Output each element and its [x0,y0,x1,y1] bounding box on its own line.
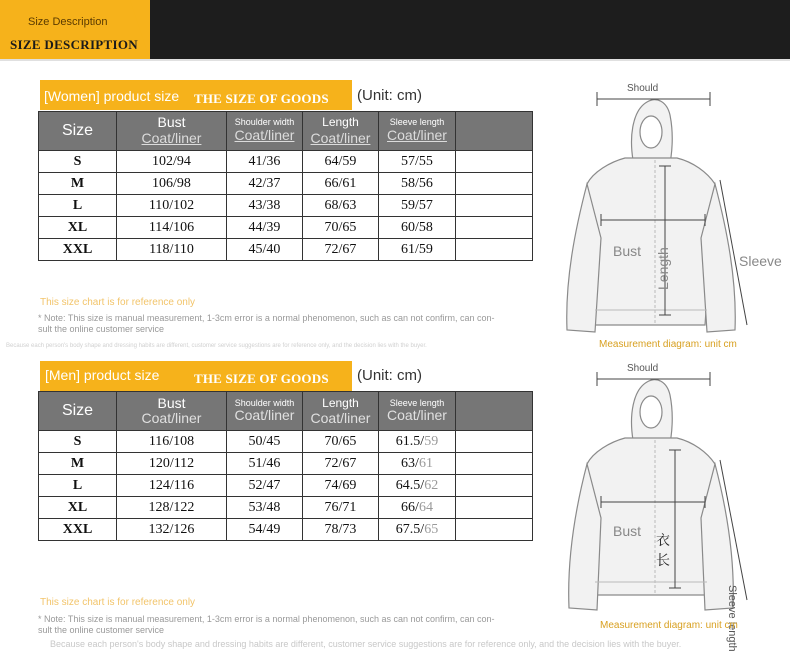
cell-shoulder: 41/36 [227,151,303,173]
table-header-row [39,392,533,431]
cell-empty [456,195,533,217]
women-note-line-2: sult the online customer service [38,324,165,334]
cell-bust: 128/122 [117,497,227,519]
header-length [303,112,379,151]
header-bust [117,112,227,151]
cell-sleeve-coat: 67.5/ [395,521,425,537]
header-subtitle: Size Description [28,16,108,28]
cell-bust: 118/110 [117,239,227,261]
men-section-tab-title: THE SIZE OF GOODS [194,371,329,386]
cell-bust: 120/112 [117,453,227,475]
men-note-line-1: * Note: This size is manual measurement, 1-3cm error is a normal phenomenon, such as can not confirm, can con- [38,614,495,624]
header-size-label: Size [61,122,94,139]
cell-length: 74/69 [303,475,379,497]
cell-size: S [39,431,117,453]
cell-shoulder: 54/49 [227,519,303,541]
cell-sleeve-liner: 65 [424,521,439,537]
table-row [39,453,533,475]
men-unit: (Unit: cm) [357,367,422,384]
women-unit: (Unit: cm) [357,87,422,104]
table-header-row [39,112,533,151]
cell-sleeve-liner: 61 [418,455,433,471]
header-shoulder [227,112,303,151]
women-diagram-caption: Measurement diagram: unit cm [599,339,737,350]
header-length-label: Length [322,115,359,129]
men-section-label: [Men] product size [45,367,160,383]
header-shoulder-sub: Coat/liner [234,127,295,143]
header-length-label: Length [322,396,359,410]
cell-size: XXL [39,519,117,541]
men-diagram-shoulder: Should [627,363,659,374]
cell-length: 72/67 [303,239,379,261]
cell-length: 76/71 [303,497,379,519]
table-row [39,173,533,195]
cell-size: XXL [39,239,117,261]
header-length-sub: Coat/liner [310,130,371,146]
header-divider [0,59,790,61]
cell-length: 64/59 [303,151,379,173]
cell-empty [456,475,533,497]
header-bust-sub: Coat/liner [141,410,202,426]
cell-bust: 110/102 [117,195,227,217]
men-jacket-diagram [555,360,790,620]
women-diagram-length: Length [655,247,671,290]
women-jacket-diagram [555,80,790,350]
women-reference-note: This size chart is for reference only [40,297,196,308]
table-row [39,431,533,453]
header-sleeve-label: Sleeve length [389,117,445,127]
men-diagram-caption: Measurement diagram: unit cm [600,620,738,631]
cell-sleeve-coat: 64.5/ [395,477,425,493]
cell-shoulder: 50/45 [227,431,303,453]
table-row [39,151,533,173]
table-row [39,195,533,217]
table-row [39,217,533,239]
cell-size: S [39,151,117,173]
cell-sleeve-coat: 63/ [401,455,419,471]
women-section-label: [Women] product size [44,88,180,104]
cell-length: 70/65 [303,217,379,239]
cell-shoulder: 42/37 [227,173,303,195]
cell-bust: 124/116 [117,475,227,497]
cell-size: M [39,453,117,475]
header-shoulder-label: Shoulder width [234,117,295,127]
cell-sleeve: 61/59 [379,239,456,261]
header-title: SIZE DESCRIPTION [10,37,138,52]
header-size-label: Size [61,402,94,419]
header-size [39,112,117,151]
cell-sleeve: 59/57 [379,195,456,217]
cell-sleeve-coat: 66/ [401,499,419,515]
header-sleeve-sub: Coat/liner [387,407,447,423]
cell-shoulder: 45/40 [227,239,303,261]
header-sleeve-sub: Coat/liner [387,127,447,143]
women-diagram-shoulder: Should [627,83,659,94]
header-bust-label: Bust [157,114,186,130]
header-length [303,392,379,431]
cell-sleeve [379,453,456,475]
cell-sleeve: 60/58 [379,217,456,239]
men-size-table [38,391,533,541]
table-row [39,475,533,497]
header-length-sub: Coat/liner [310,410,371,426]
men-diagram-length: 衣长 [656,532,670,568]
cell-sleeve-liner: 64 [418,499,433,515]
cell-bust: 132/126 [117,519,227,541]
cell-sleeve [379,431,456,453]
cell-length: 66/61 [303,173,379,195]
cell-sleeve-liner: 62 [424,477,439,493]
cell-bust: 114/106 [117,217,227,239]
women-diagram-sleeve: Sleeve [739,253,782,269]
header-sleeve [379,392,456,431]
cell-bust: 102/94 [117,151,227,173]
cell-sleeve [379,519,456,541]
cell-size: M [39,173,117,195]
cell-empty [456,151,533,173]
header-shoulder-sub: Coat/liner [234,407,295,423]
cell-shoulder: 44/39 [227,217,303,239]
cell-sleeve-coat: 61.5/ [395,433,425,449]
cell-length: 72/67 [303,453,379,475]
header-bar [150,0,790,60]
women-note-line-1: * Note: This size is manual measurement, 1-3cm error is a normal phenomenon, such as can not confirm, can con- [38,313,495,323]
header-bust [117,392,227,431]
cell-length: 78/73 [303,519,379,541]
men-diagram-bust: Bust [613,523,642,539]
women-section-tab-title: THE SIZE OF GOODS [194,91,329,106]
cell-bust: 116/108 [117,431,227,453]
cell-size: L [39,475,117,497]
cell-shoulder: 52/47 [227,475,303,497]
cell-shoulder: 53/48 [227,497,303,519]
men-reference-note: This size chart is for reference only [40,597,196,608]
cell-size: XL [39,497,117,519]
table-row [39,239,533,261]
cell-sleeve: 58/56 [379,173,456,195]
cell-empty [456,239,533,261]
header-empty [456,392,533,431]
women-note-line-3: Because each person's body shape and dressing habits are different, customer service suggestions are for reference only, and the decision lies with the buyer. [6,343,427,349]
table-row [39,519,533,541]
header-shoulder-label: Shoulder width [234,398,295,408]
cell-bust: 106/98 [117,173,227,195]
table-row [39,497,533,519]
header-size [39,392,117,431]
header-empty [456,112,533,151]
cell-sleeve: 57/55 [379,151,456,173]
men-note-line-2: sult the online customer service [38,625,165,635]
header-bust-sub: Coat/liner [141,130,202,146]
cell-length: 68/63 [303,195,379,217]
cell-empty [456,217,533,239]
header-sleeve [379,112,456,151]
header-sleeve-label: Sleeve length [389,398,445,408]
cell-empty [456,431,533,453]
cell-shoulder: 51/46 [227,453,303,475]
header-shoulder [227,392,303,431]
cell-size: XL [39,217,117,239]
women-size-table [38,111,533,261]
cell-length: 70/65 [303,431,379,453]
cell-sleeve [379,475,456,497]
cell-sleeve-liner: 59 [424,433,439,449]
cell-size: L [39,195,117,217]
cell-empty [456,497,533,519]
men-diagram-sleeve: Sleeve length [726,585,738,652]
cell-empty [456,519,533,541]
women-diagram-bust: Bust [613,243,642,259]
men-note-line-3: Because each person's body shape and dressing habits are different, customer service suggestions are for reference only, and the decision lies with the buyer. [50,639,682,649]
cell-empty [456,453,533,475]
cell-empty [456,173,533,195]
header-bust-label: Bust [157,395,186,411]
cell-shoulder: 43/38 [227,195,303,217]
cell-sleeve [379,497,456,519]
